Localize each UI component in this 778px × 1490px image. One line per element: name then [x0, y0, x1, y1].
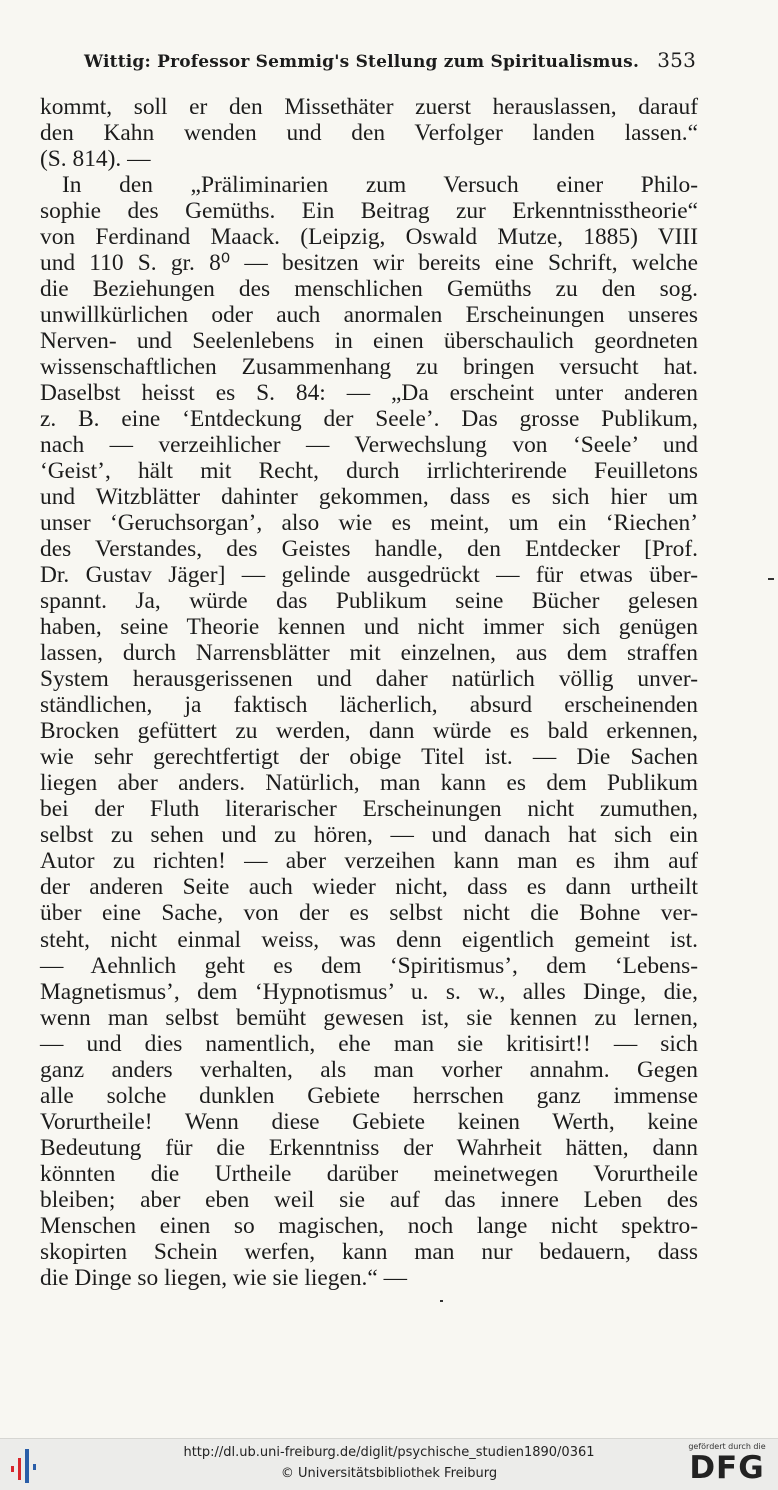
text-line: — Aehnlich geht es dem ‘Spiritismus’, dem ‘Lebens- [40, 952, 698, 979]
text-line: System herausgerissenen und daher natürlich völlig unver- [40, 666, 698, 693]
source-url[interactable]: http://dl.ub.uni-freiburg.de/diglit/psychische_studien1890/0361 [183, 1445, 595, 1460]
text-line: z. B. eine ‘Entdeckung der Seele’. Das grosse Publikum, [40, 406, 698, 433]
copyright-notice: © Universitätsbibliothek Freiburg [280, 1466, 498, 1481]
text-line: liegen aber anders. Natürlich, man kann es dem Publikum [40, 770, 698, 797]
text-line: haben, seine Theorie kennen und nicht immer sich genügen [40, 614, 698, 641]
text-line: sophie des Gemüths. Ein Beitrag zur Erkenntnisstheorie“ [40, 198, 698, 225]
text-line: bleiben; aber eben weil sie auf das innere Leben des [40, 1186, 698, 1213]
funding-caption: gefördert durch die [688, 1442, 766, 1451]
text-line: der anderen Seite auch wieder nicht, dass es dann urtheilt [40, 874, 698, 901]
text-line: ständlichen, ja faktisch lächerlich, absurd erscheinenden [40, 692, 698, 719]
text-line: Autor zu richten! — aber verzeihen kann man es ihm auf [40, 848, 698, 875]
text-line: Dr. Gustav Jäger] — gelinde ausgedrückt — für etwas über- [40, 562, 698, 589]
text-line: den Kahn wenden und den Verfolger landen lassen.“ [40, 120, 698, 147]
text-line: bei der Fluth literarischer Erscheinungen nicht zumuthen, [40, 796, 698, 823]
text-line: wissenschaftlichen Zusammenhang zu bringen versucht hat. [40, 354, 698, 381]
text-line: Menschen einen so magischen, noch lange nicht spektro- [40, 1212, 698, 1239]
text-line: unwillkürlichen oder auch anormalen Erscheinungen unseres [40, 302, 698, 329]
text-line: Magnetismus’, dem ‘Hypnotismus’ u. s. w., alles Dinge, die, [40, 978, 698, 1005]
text-line: und 110 S. gr. 8⁰ — besitzen wir bereits eine Schrift, welche [40, 250, 698, 277]
running-title: Wittig: Professor Semmig's Stellung zum Spiritualismus. [84, 52, 640, 72]
text-line: von Ferdinand Maack. (Leipzig, Oswald Mutze, 1885) VIII [40, 224, 698, 251]
text-line: und Witzblätter dahinter gekommen, dass es sich hier um [40, 484, 698, 511]
text-line: über eine Sache, von der es selbst nicht die Bohne ver- [40, 900, 698, 927]
text-line: wenn man selbst bemüht gewesen ist, sie kennen zu lernen, [40, 1004, 698, 1031]
text-line: Nerven- und Seelenlebens in einen überschaulich geordneten [40, 328, 698, 355]
text-line: lassen, durch Narrensblätter mit einzelnen, aus dem straffen [40, 640, 698, 667]
margin-mark [768, 578, 774, 580]
text-line: des Verstandes, des Geistes handle, den Entdecker [Prof. [40, 536, 698, 563]
text-line: (S. 814). — [40, 146, 151, 173]
margin-mark [440, 1300, 443, 1302]
text-line: Bedeutung für die Erkenntniss der Wahrheit hätten, dann [40, 1134, 698, 1161]
text-line: Vorurtheile! Wenn diese Gebiete keinen Werth, keine [40, 1108, 698, 1135]
text-line: die Beziehungen des menschlichen Gemüths zu den sog. [40, 276, 698, 303]
body-text [40, 94, 698, 1291]
dfg-logo [686, 1442, 768, 1488]
text-line: ganz anders verhalten, als man vorher annahm. Gegen [40, 1056, 698, 1083]
text-line: selbst zu sehen und zu hören, — und danach hat sich ein [40, 822, 698, 849]
text-line: kommt, soll er den Missethäter zuerst herauslassen, darauf [40, 94, 698, 120]
viewer-footer [0, 1438, 778, 1490]
text-line: steht, nicht einmal weiss, was denn eigentlich gemeint ist. [40, 926, 698, 953]
text-line: alle solche dunklen Gebiete herrschen ganz immense [40, 1082, 698, 1109]
page-number: 353 [657, 48, 696, 72]
text-line: — und dies namentlich, ehe man sie kritisirt!! — sich [40, 1030, 698, 1057]
dfg-logo-text: DFG [689, 1450, 765, 1486]
text-line: könnten die Urtheile darüber meinetwegen Vorurtheile [40, 1160, 698, 1187]
text-line: unser ‘Geruchsorgan’, also wie es meint, um ein ‘Riechen’ [40, 510, 698, 537]
text-line: Brocken gefüttert zu werden, dann würde es bald erkennen, [40, 718, 698, 745]
text-line: ‘Geist’, hält mit Recht, durch irrlichterirende Feuilletons [40, 458, 698, 485]
running-header [84, 48, 696, 72]
text-line: skopirten Schein werfen, kann man nur bedauern, dass [40, 1238, 698, 1265]
text-line: spannt. Ja, würde das Publikum seine Bücher gelesen [40, 588, 698, 615]
text-line: wie sehr gerechtfertigt der obige Titel ist. — Die Sachen [40, 744, 698, 771]
text-line: Daselbst heisst es S. 84: — „Da erscheint unter anderen [40, 380, 698, 407]
text-line: In den „Präliminarien zum Versuch einer Philo- [62, 172, 698, 199]
text-line: die Dinge so liegen, wie sie liegen.“ — [40, 1264, 407, 1291]
text-line: nach — verzeihlicher — Verwechslung von ‘Seele’ und [40, 432, 698, 459]
